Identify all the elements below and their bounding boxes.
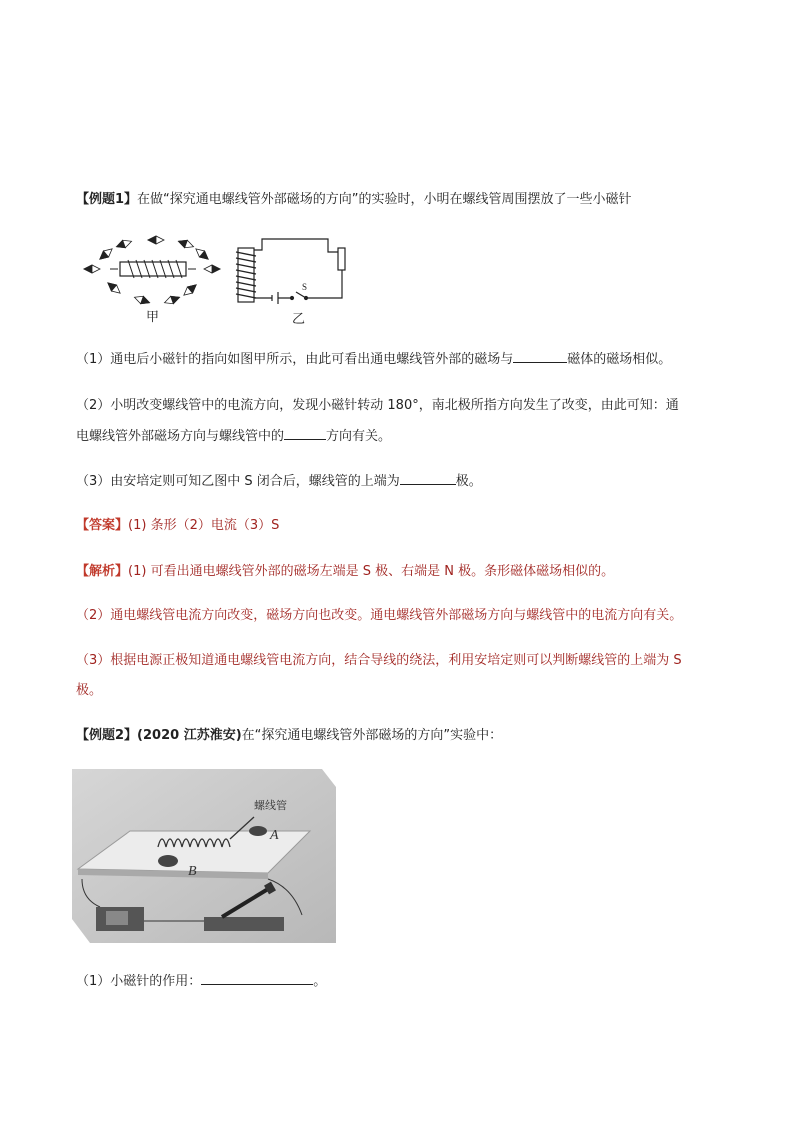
- example1-question-2-line2: [76, 427, 391, 446]
- analysis-1-p1: [76, 563, 614, 581]
- q3-text-b: 极。: [455, 474, 482, 489]
- ex2-q1-text-a: （1）小磁针的作用：: [76, 974, 202, 989]
- analysis-tag: 【解析】: [76, 564, 129, 579]
- figure-yi-label: 乙: [292, 312, 306, 327]
- answer-text: (1) 条形（2）电流（3）S: [128, 518, 280, 533]
- example1-question-2-line1: （2）小明改变螺线管中的电流方向，发现小磁针转动 180°，南北极所指方向发生了改变，由此可知：通: [76, 398, 679, 413]
- q3-text-a: （3）由安培定则可知乙图中 S 闭合后，螺线管的上端为: [76, 474, 400, 489]
- example1-tag: 【例题1】: [76, 192, 138, 207]
- q2-text-b: 电螺线管外部磁场方向与螺线管中的: [76, 429, 285, 444]
- label-a: A: [270, 828, 279, 843]
- q1-text-b: 磁体的磁场相似。: [567, 352, 672, 367]
- q2-text-c: 方向有关。: [326, 429, 392, 444]
- ex2-q1-text-b: 。: [313, 974, 327, 989]
- ex2-q1-blank[interactable]: [201, 972, 313, 985]
- q3-blank[interactable]: [400, 472, 456, 485]
- q1-blank[interactable]: [513, 350, 567, 363]
- figure-jia-label: 甲: [146, 310, 160, 325]
- q1-text-a: （1）通电后小磁针的指向如图甲所示，由此可看出通电螺线管外部的磁场与: [76, 352, 514, 367]
- example2-stem: [76, 727, 502, 745]
- analysis-1-p2: （2）通电螺线管电流方向改变，磁场方向也改变。通电螺线管外部磁场方向与螺线管中的电流方向有关。: [76, 608, 683, 623]
- example2-tag: 【例题2】: [76, 728, 138, 743]
- example1-stem-text: 在做“探究通电螺线管外部磁场的方向”的实验时，小明在螺线管周围摆放了一些小磁针: [137, 192, 632, 207]
- analysis-1-p3-cont: 极。: [76, 683, 103, 698]
- analysis-1-p3: （3）根据电源正极知道通电螺线管电流方向，结合导线的绕法，利用安培定则可以判断螺线管的上端为 S: [76, 653, 682, 668]
- example2-stem-text: 在“探究通电螺线管外部磁场的方向”实验中：: [241, 728, 503, 743]
- example2-source: (2020 江苏淮安): [137, 728, 242, 743]
- answer-1: [76, 517, 279, 535]
- experiment-photo: [72, 769, 336, 943]
- example1-stem: [76, 191, 632, 209]
- q2-blank[interactable]: [284, 427, 326, 440]
- example1-question-3: [76, 472, 482, 491]
- compass-a: [249, 826, 267, 836]
- example2-question-1: [76, 972, 326, 991]
- label-b: B: [188, 864, 197, 879]
- analysis-p1-text: (1) 可看出通电螺线管外部的磁场左端是 S 极、右端是 N 极。条形磁体磁场相似的。: [128, 564, 615, 579]
- knife-switch: [204, 917, 284, 931]
- compass-b: [158, 855, 178, 867]
- answer-tag: 【答案】: [76, 518, 129, 533]
- label-coil: 螺线管: [254, 799, 287, 812]
- figure-yi: [234, 234, 350, 306]
- switch-label: S: [302, 282, 308, 292]
- example1-question-1: [76, 350, 671, 369]
